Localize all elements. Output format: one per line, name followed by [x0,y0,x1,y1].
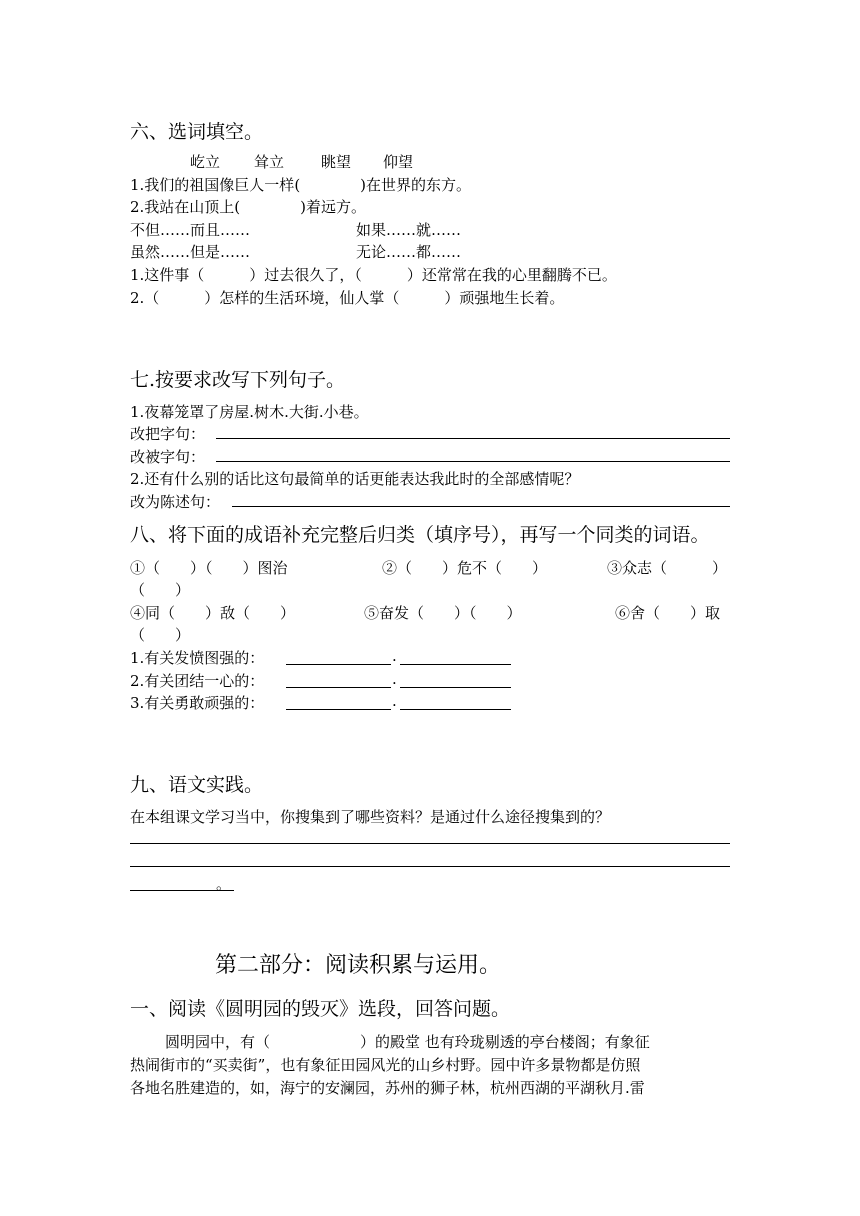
conjunction-option-1: 不但……而且…… [130,221,251,239]
word-option-4: 仰望 [383,153,414,171]
word-option-1: 屹立 [190,153,221,171]
practice-answer-line-2[interactable] [130,866,730,867]
declarative-label: 改为陈述句： [130,493,221,511]
idiom-item-3: ③众志（ ） [607,559,728,577]
practice-answer-line-1[interactable] [130,843,730,844]
idiom-item-1: ①（ ）（ ）图治 [130,559,288,577]
category-label-1: 1.有关发愤图强的： [130,649,265,667]
category-1-dot: . [392,647,397,665]
category-2-dot: . [392,670,397,688]
passage-line-1: 圆明园中，有（ ）的殿堂 也有玲珑剔透的亭台楼阁；有象征 [165,1033,650,1051]
section-6-title: 六、选词填空。 [130,121,264,143]
ba-sentence-answer-line[interactable] [216,438,730,439]
category-label-3: 3.有关勇敢顽强的： [130,694,265,712]
conjunction-option-3: 虽然……但是…… [130,243,251,261]
category-2-answer-b[interactable] [400,687,511,688]
section-7-title: 七.按要求改写下列句子。 [130,369,346,391]
fill-question-3: 1.这件事（ ）过去很久了，（ ）还常常在我的心里翻腾不已。 [130,266,617,284]
category-1-answer-b[interactable] [400,664,511,665]
category-label-2: 2.有关团结一心的： [130,672,265,690]
category-2-answer-a[interactable] [286,687,391,688]
passage-line-2: 热闹街市的“买卖街”，也有象征田园风光的山乡村野。园中许多景物都是仿照 [130,1056,641,1074]
word-option-3: 眺望 [321,153,352,171]
idiom-item-6: ⑥舍（ ）取 [615,604,721,622]
reading-section-title: 一、阅读《圆明园的毁灭》选段，回答问题。 [130,998,511,1020]
section-9-title: 九、语文实践。 [130,774,264,796]
idiom-item-2: ②（ ）危不（ ） [382,559,548,577]
bei-sentence-label: 改被字句： [130,448,206,466]
section-8-title: 八、将下面的成语补充完整后归类（填序号），再写一个同类的词语。 [130,524,710,546]
rewrite-sentence-2: 2.还有什么别的话比这句最简单的话更能表达我此时的全部感情呢？ [130,470,580,488]
bei-sentence-answer-line[interactable] [216,461,730,462]
fill-question-1: 1.我们的祖国像巨人一样( )在世界的东方。 [130,176,472,194]
category-1-answer-a[interactable] [286,664,391,665]
idiom-item-6-cont: （ ） [130,626,191,644]
category-3-answer-b[interactable] [400,709,511,710]
declarative-answer-line[interactable] [232,506,730,507]
fill-question-4: 2.（ ）怎样的生活环境，仙人掌（ ）顽强地生长着。 [130,289,565,307]
practice-answer-end: 。 [216,875,232,893]
passage-line-3: 各地名胜建造的，如，海宁的安澜园，苏州的狮子林，杭州西湖的平湖秋月.雷 [130,1079,645,1097]
conjunction-option-4: 无论……都…… [356,243,462,261]
part-2-title: 第二部分：阅读积累与运用。 [215,953,502,978]
idiom-item-5: ⑤奋发（ ）（ ） [364,604,522,622]
rewrite-sentence-1: 1.夜幕笼罩了房屋.树木.大街.小巷。 [130,403,369,421]
practice-question: 在本组课文学习当中，你搜集到了哪些资料？是通过什么途径搜集到的？ [130,808,611,826]
word-option-2: 耸立 [254,153,285,171]
fill-question-2: 2.我站在山顶上( )着远方。 [130,198,367,216]
idiom-item-4: ④同（ ）敌（ ） [130,604,296,622]
idiom-item-3-cont: （ ） [130,581,191,599]
category-3-answer-a[interactable] [286,709,391,710]
ba-sentence-label: 改把字句： [130,425,206,443]
conjunction-option-2: 如果……就…… [356,221,462,239]
category-3-dot: . [392,692,397,710]
